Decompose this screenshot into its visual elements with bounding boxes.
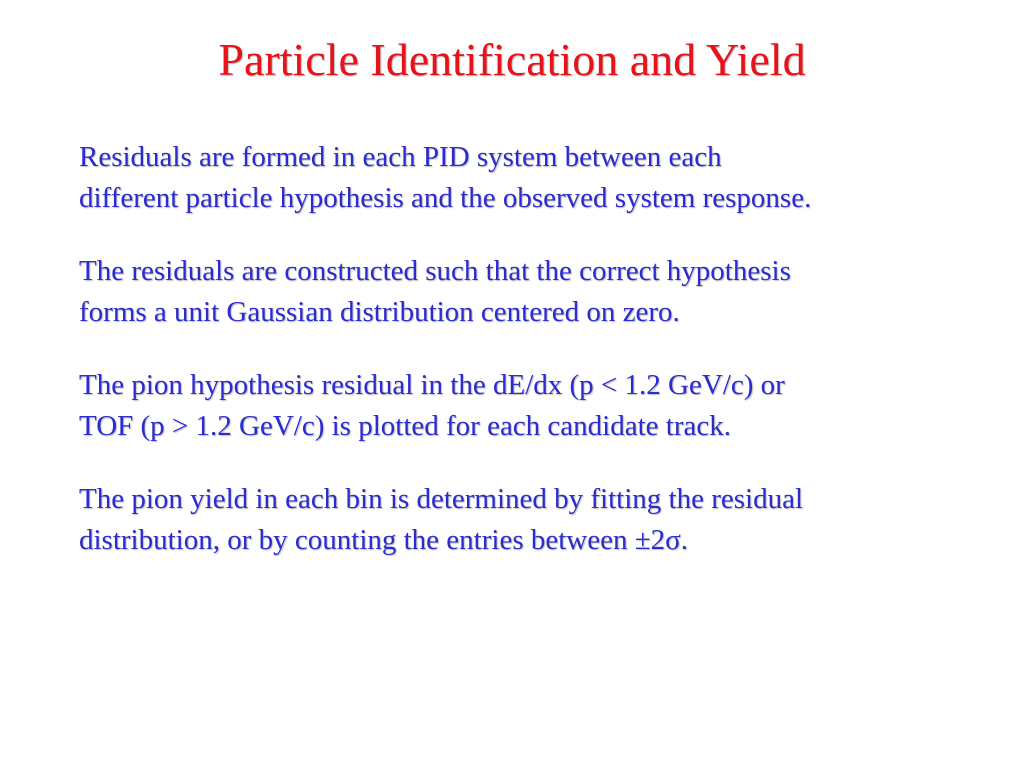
paragraph-residuals-constructed: [79, 251, 979, 333]
slide-body: [79, 137, 979, 593]
paragraph-pion-yield: [79, 479, 979, 561]
paragraph-line: forms a unit Gaussian distribution centered on zero.: [79, 296, 680, 328]
paragraph-line: The pion hypothesis residual in the dE/dx (p < 1.2 GeV/c) or: [79, 369, 785, 401]
paragraph-line: The pion yield in each bin is determined by fitting the residual: [79, 483, 804, 515]
paragraph-line: different particle hypothesis and the observed system response.: [79, 182, 812, 214]
paragraph-line: Residuals are formed in each PID system between each: [79, 141, 722, 173]
slide-title: Particle Identification and Yield: [218, 34, 806, 85]
paragraph-line: distribution, or by counting the entries between ±2σ.: [79, 524, 689, 556]
paragraph-line: TOF (p > 1.2 GeV/c) is plotted for each candidate track.: [79, 410, 731, 442]
paragraph-line: The residuals are constructed such that the correct hypothesis: [79, 255, 791, 287]
paragraph-residuals-formed: [79, 137, 979, 219]
paragraph-pion-hypothesis: [79, 365, 979, 447]
